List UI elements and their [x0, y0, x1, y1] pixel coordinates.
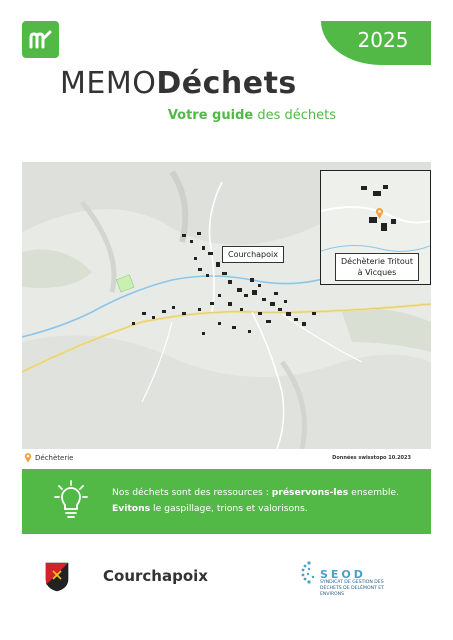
- seod-dots-icon: [300, 560, 318, 586]
- banner-text: [112, 485, 399, 517]
- legend-dechetterie: [24, 452, 73, 463]
- map: [22, 162, 431, 449]
- year-badge: [321, 21, 431, 65]
- coat-of-arms: [45, 562, 69, 596]
- subtitle-rest: des déchets: [253, 108, 336, 123]
- banner-line-2: Evitons le gaspillage, trions et valorisons.: [112, 503, 308, 514]
- coat-of-arms-icon: [45, 562, 69, 592]
- memo-logo: [22, 21, 59, 58]
- subtitle-bold: Votre guide: [167, 108, 254, 123]
- lightbulb-icon: [54, 479, 88, 523]
- memo-m-icon: [28, 29, 54, 51]
- title-bold: Déchets: [156, 66, 297, 101]
- message-banner: [22, 469, 431, 534]
- banner-line-1: Nos déchets sont des ressources : préservons-les ensemble.: [112, 487, 400, 498]
- callout-dechetterie-line2: à Vicques: [357, 268, 397, 277]
- callout-village-label: Courchapoix: [228, 250, 278, 259]
- callout-dechetterie-line1: Déchèterie Tritout: [341, 257, 413, 266]
- seod-subtitle: SYNDICAT DE GESTION DES DÉCHETS DE DELÉMONT ET ENVIRONS: [320, 580, 384, 597]
- seod-name: SEOD: [320, 568, 366, 581]
- callout-village: [222, 246, 284, 263]
- map-source: Données swisstopo 10.2023: [332, 455, 411, 461]
- commune-name: Courchapoix: [103, 567, 208, 585]
- map-pin-icon: [24, 452, 32, 463]
- callout-dechetterie: [335, 253, 419, 281]
- seod-logo: [300, 560, 318, 590]
- map-inset-dechetterie: [320, 170, 431, 285]
- legend-label: Déchèterie: [35, 453, 74, 462]
- map-legend: [22, 449, 431, 467]
- page-title: [60, 66, 297, 101]
- page-subtitle: [168, 108, 336, 123]
- title-light: MEMO: [60, 66, 157, 101]
- year-label: 2025: [357, 28, 409, 52]
